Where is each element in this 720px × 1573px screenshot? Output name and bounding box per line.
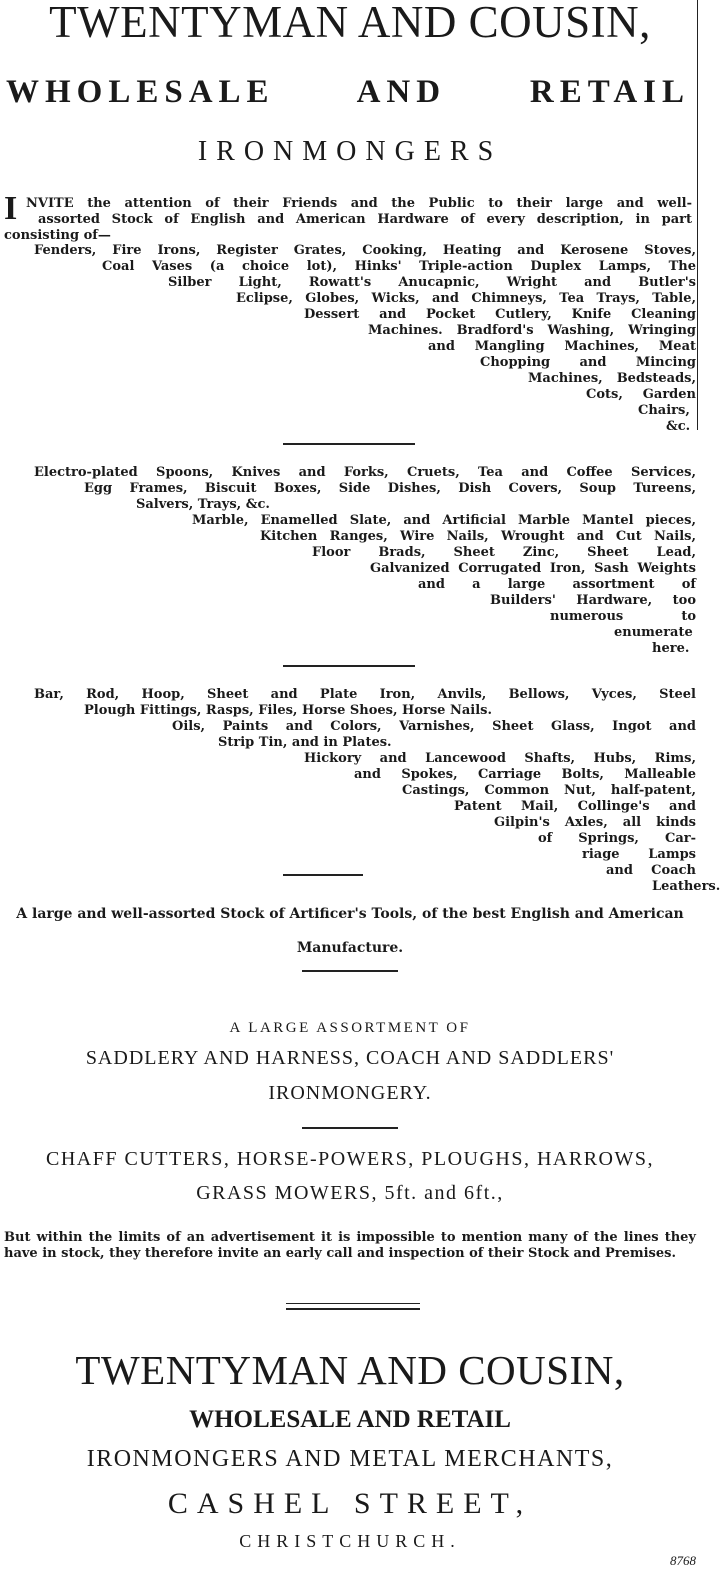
item-line: and Coach: [606, 863, 696, 878]
item-line: riage Lamps: [582, 847, 696, 862]
item-line: Marble, Enamelled Slate, and Artificial Marble Mantel pieces,: [192, 513, 696, 528]
item-line: Oils, Paints and Colors, Varnishes, Sheet Glass, Ingot and: [172, 719, 696, 734]
item-line: Fenders, Fire Irons, Register Grates, Cooking, Heating and Kerosene Stoves,: [34, 243, 696, 258]
item-line: Gilpin's Axles, all kinds: [494, 815, 696, 830]
header-trade: WHOLESALE AND RETAIL: [6, 74, 690, 110]
item-line: Chopping and Mincing: [480, 355, 696, 370]
intro-line: NVITE the attention of their Friends and the Public to their large and well-: [26, 196, 692, 211]
divider: [302, 1127, 398, 1129]
item-line: here.: [652, 641, 690, 656]
item-line: Electro-plated Spoons, Knives and Forks, Cruets, Tea and Coffee Services,: [34, 465, 696, 480]
item-line: &c.: [666, 419, 691, 434]
item-line: Chairs,: [638, 403, 690, 418]
item-line: Machines, Bedsteads,: [528, 371, 696, 386]
item-line: Egg Frames, Biscuit Boxes, Side Dishes, Dish Covers, Soup Tureens,: [84, 481, 696, 496]
item-line: enumerate: [614, 625, 693, 640]
item-line: Eclipse, Globes, Wicks, and Chimneys, Tea Trays, Table,: [236, 291, 696, 306]
footer-name: TWENTYMAN AND COUSIN,: [75, 1347, 625, 1393]
item-line: Bar, Rod, Hoop, Sheet and Plate Iron, Anvils, Bellows, Vyces, Steel: [34, 687, 696, 702]
item-line: Machines. Bradford's Washing, Wringing: [368, 323, 696, 338]
implements-line-1: CHAFF CUTTERS, HORSE-POWERS, PLOUGHS, HARROWS,: [46, 1148, 654, 1170]
drop-cap: I: [4, 190, 18, 227]
item-line: Floor Brads, Sheet Zinc, Sheet Lead,: [312, 545, 696, 560]
item-line: Coal Vases (a choice lot), Hinks' Triple-action Duplex Lamps, The: [102, 259, 696, 274]
divider: [286, 1303, 420, 1310]
divider: [302, 970, 398, 972]
item-line: Kitchen Ranges, Wire Nails, Wrought and Cut Nails,: [260, 529, 696, 544]
item-line: Dessert and Pocket Cutlery, Knife Cleaning: [304, 307, 696, 322]
item-line: Hickory and Lancewood Shafts, Hubs, Rims,: [304, 751, 696, 766]
header-title: IRONMONGERS: [197, 136, 503, 167]
item-line: Castings, Common Nut, half-patent,: [402, 783, 696, 798]
intro-line: consisting of—: [4, 228, 111, 243]
footer-street: CASHEL STREET,: [167, 1487, 533, 1520]
item-line: and Mangling Machines, Meat: [428, 339, 696, 354]
border-rule: [697, 0, 698, 430]
item-line: Leathers.: [652, 879, 720, 894]
item-line: Silber Light, Rowatt's Anucapnic, Wright and Butler's: [168, 275, 696, 290]
item-line: Patent Mail, Collinge's and: [454, 799, 696, 814]
item-line: Plough Fittings, Rasps, Files, Horse Shoes, Horse Nails.: [84, 703, 493, 718]
item-line: numerous to: [550, 609, 696, 624]
item-line: Cots, Garden: [586, 387, 696, 402]
closing-text: But within the limits of an advertisement it is impossible to mention many of the lines they have in stock, they therefore invite an early call and inspection of their Stock and Premises.: [4, 1230, 696, 1261]
saddlery-line-1: A LARGE ASSORTMENT OF: [229, 1020, 471, 1036]
saddlery-line-2: SADDLERY AND HARNESS, COACH AND SADDLERS': [85, 1047, 615, 1069]
saddlery-line-3: IRONMONGERY.: [268, 1082, 432, 1104]
footer-business: IRONMONGERS AND METAL MERCHANTS,: [86, 1446, 614, 1472]
footer-city: CHRISTCHURCH.: [239, 1531, 461, 1551]
reference-number: 8768: [670, 1553, 696, 1568]
intro-line: assorted Stock of English and American Hardware of every description, in part: [38, 212, 692, 227]
artificer-tools-text: A large and well-assorted Stock of Artificer's Tools, of the best English and American Manufacture.: [16, 906, 684, 956]
item-line: of Springs, Car-: [538, 831, 696, 846]
divider: [283, 665, 415, 667]
item-line: Strip Tin, and in Plates.: [218, 735, 392, 750]
header-name: TWENTYMAN AND COUSIN,: [49, 0, 651, 47]
item-line: Galvanized Corrugated Iron, Sash Weights: [370, 561, 696, 576]
implements-line-2: GRASS MOWERS, 5ft. and 6ft.,: [196, 1182, 504, 1204]
divider: [283, 443, 415, 445]
item-line: Salvers, Trays, &c.: [136, 497, 270, 512]
item-line: and Spokes, Carriage Bolts, Malleable: [354, 767, 696, 782]
item-line: Builders' Hardware, too: [490, 593, 696, 608]
divider: [283, 874, 363, 876]
item-line: and a large assortment of: [418, 577, 696, 592]
footer-trade: WHOLESALE AND RETAIL: [189, 1406, 511, 1433]
